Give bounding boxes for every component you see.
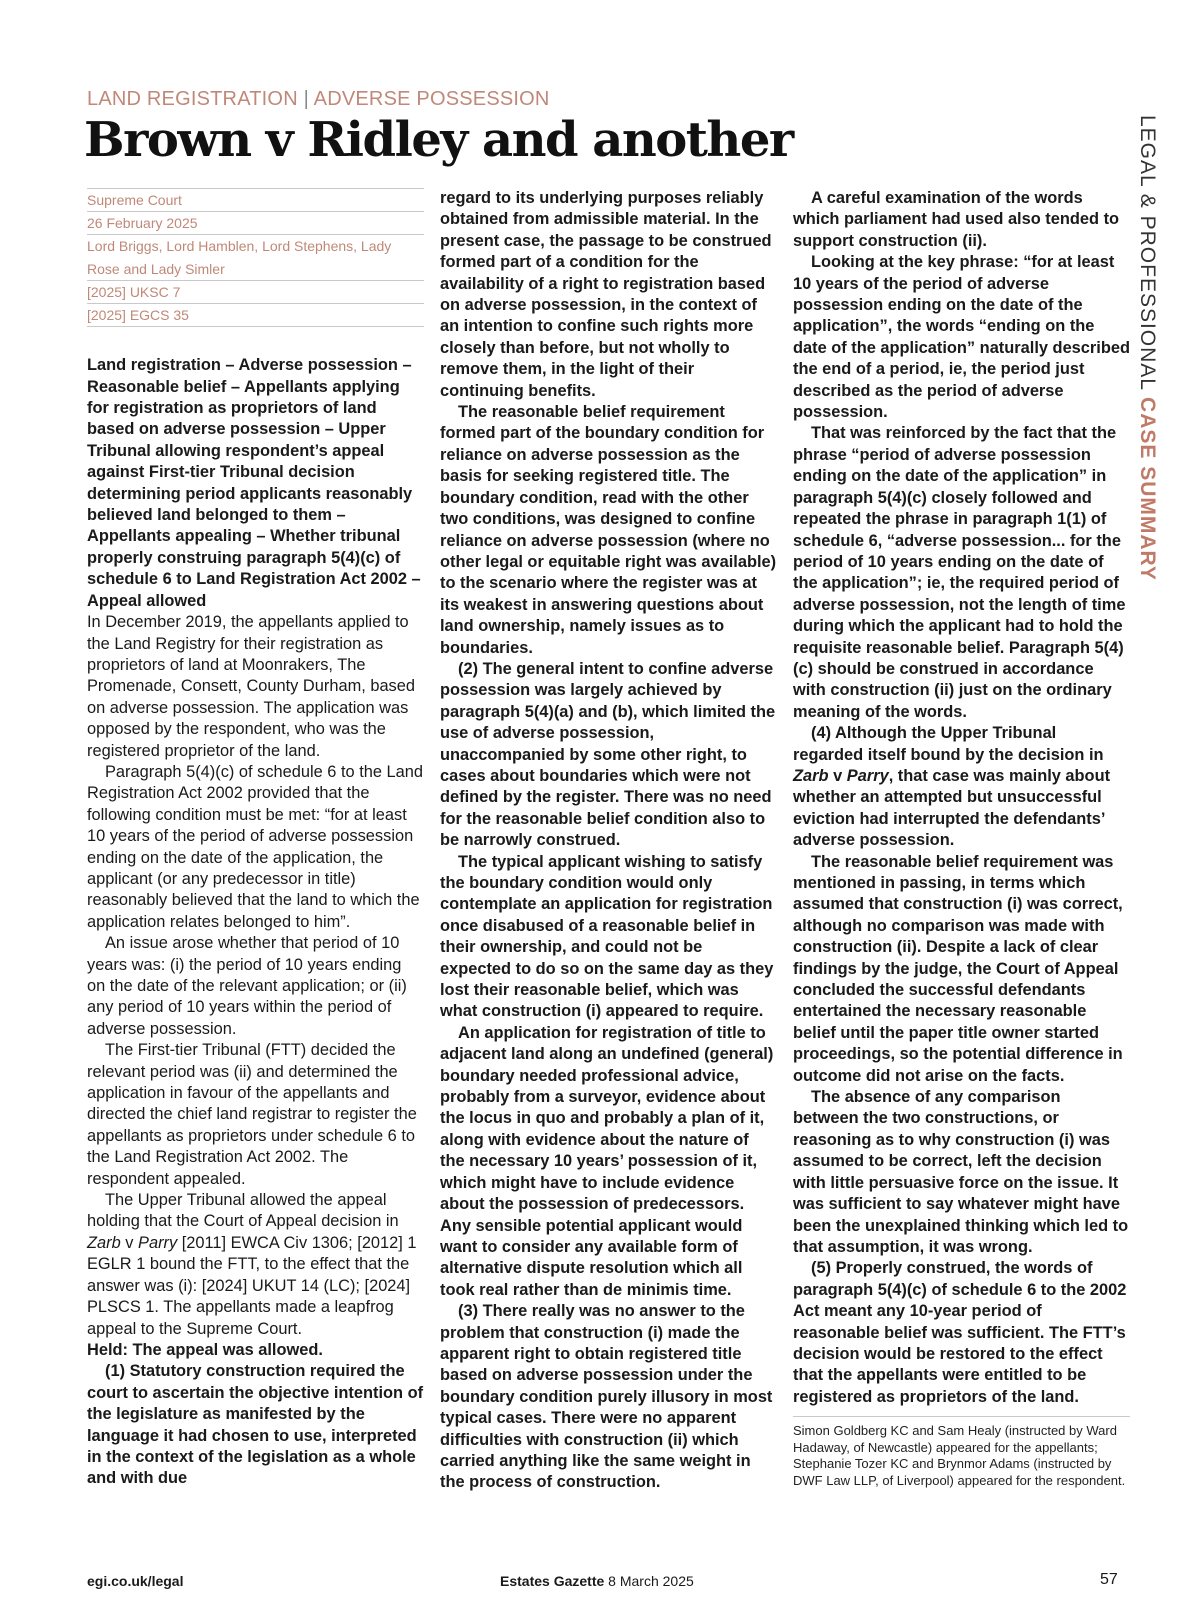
side-label-legal-professional: LEGAL & PROFESSIONAL — [1136, 115, 1159, 398]
footer-date: 8 March 2025 — [604, 1573, 694, 1589]
holding-paragraph: An application for registration of title to adjacent land along an undefined (general) boundary needed professional advice, probably from a surveyor, evidence about the locus in quo and probably a plan of it, along with evidence about the nature of the necessary 10 years’ possession of it, which might have to include evidence about the possession of predecessors. Any sensible potential applicant would want to consider any available form of alternative dispute resolution which all took real rather than de minimis time. — [440, 1023, 774, 1299]
category-separator: | — [303, 88, 310, 110]
holding-paragraph: The reasonable belief requirement was mentioned in passing, in terms which assumed that construction (i) was correct, although no comparison was made with construction (ii). Despite a lack of clear findings by the judge, the Court of Appeal concluded the successful defendants entertained the necessary reasonable belief until the paper title owner started proceedings, so the potential difference in outcome did not arise on the facts. — [793, 852, 1123, 1085]
side-section-label — [1135, 115, 1159, 581]
text-run: (4) Although the Upper Tribunal regarded itself bound by the decision in — [793, 724, 1104, 764]
facts-paragraph: The First-tier Tribunal (FTT) decided the relevant period was (ii) and determined the application in favour of the appellants and directed the chief land registrar to register the appellants as proprietors under schedule 6 to the Land Registration Act 2002. The respondent appealed. — [87, 1041, 417, 1188]
meta-date: 26 February 2025 — [87, 211, 424, 234]
text-run: v — [120, 1233, 139, 1252]
text-run: The Upper Tribunal allowed the appeal holding that the Court of Appeal decision in — [87, 1191, 399, 1231]
holding-paragraph: (3) There really was no answer to the problem that construction (i) made the apparent right to obtain registered title based on adverse possession under the boundary condition purely illusory in most typical cases. There were no apparent difficulties with construction (ii) which carried anything like the same weight in the process of construction. — [440, 1302, 773, 1492]
holding-paragraph — [793, 723, 1130, 851]
text-run: , that case was mainly about whether an attempted but unsuccessful eviction had interrupted the defendants’ adverse possession. — [793, 766, 1111, 850]
case-name: Zarb — [87, 1233, 121, 1252]
holding-paragraph-continued: regard to its underlying purposes reliably obtained from admissible material. In the present case, the passage to be construed formed part of a condition for the availability of a right to registration based on adverse possession, in the context of an intention to confine such rights more closely than before, but not wholly to remove them, in the light of their continuing benefits. — [440, 189, 772, 400]
facts-paragraph: Paragraph 5(4)(c) of schedule 6 to the Land Registration Act 2002 provided that the following condition must be met: “for at least 10 years of the period of adverse possession ending on the date of the application, the applicant (or any predecessor in title) reasonably believed that the land to which the application relates belonged to him”. — [87, 762, 423, 931]
case-name: Parry — [846, 766, 889, 785]
holding-paragraph: A careful examination of the words which parliament had used also tended to support construction (ii). — [793, 189, 1120, 250]
case-name: Parry — [138, 1233, 178, 1252]
holding-paragraph: (2) The general intent to confine adverse possession was largely achieved by paragraph 5(4)(a) and (b), which limited the use of adverse possession, unaccompanied by some other right, to cases about boundaries which were not defined by the register. There was no need for the reasonable belief condition also to be narrowly construed. — [440, 659, 776, 850]
category-adverse-possession: ADVERSE POSSESSION — [313, 88, 550, 110]
footer-publication — [500, 1573, 694, 1589]
column-2 — [440, 188, 777, 1494]
holding-paragraph: (1) Statutory construction required the court to ascertain the objective intention of the legislature as manifested by the language it had chosen to use, interpreted in the context of the legislation as a whole and with due — [87, 1362, 424, 1488]
facts-paragraph: An issue arose whether that period of 10 years was: (i) the period of 10 years ending on the date of the relevant application; or (ii) any period of 10 years within the period of adverse possession. — [87, 934, 407, 1038]
counsel-note: Simon Goldberg KC and Sam Healy (instructed by Ward Hadaway, of Newcastle) appeared for the appellants; Stephanie Tozer KC and Brynmor Adams (instructed by DWF Law LLP, of Liverpool) appeared for the respondent. — [793, 1416, 1130, 1489]
page-number: 57 — [1100, 1571, 1118, 1588]
column-3 — [793, 188, 1130, 1489]
meta-judges: Lord Briggs, Lord Hamblen, Lord Stephens, Lady Rose and Lady Simler — [87, 234, 424, 279]
holding-paragraph: The absence of any comparison between the two constructions, or reasoning as to why construction (i) was assumed to be correct, left the decision with little persuasive force on the issue. It was sufficient to say whatever might have been the unexplained thinking which led to that assumption, it was wrong. — [793, 1088, 1129, 1256]
case-metadata — [87, 188, 424, 327]
catchwords: Land registration – Adverse possession – Reasonable belief – Appellants applying for registration as proprietors of land based on adverse possession – Upper Tribunal allowing respondent’s appeal against First-tier Tribunal decision determining period applicants reasonably believed land belonged to them – Appellants appealing – Whether tribunal properly construing paragraph 5(4)(c) of schedule 6 to Land Registration Act 2002 – Appeal allowed — [87, 356, 421, 610]
holding-paragraph: The typical applicant wishing to satisfy the boundary condition would only contemplate an application for registration once disabused of a reasonable belief in their ownership, and could not be expected to do so on the same day as they lost their reasonable belief, which was what construction (i) appeared to require. — [440, 852, 774, 1021]
text-run: [2011] EWCA Civ 1306; [2012] 1 EGLR 1 bound the FTT, to the effect that the answer was (i): [2024] UKUT 14 (LC); [2024] PLSCS 1. The appellants made a leapfrog appeal to the Supreme Court. — [87, 1233, 417, 1338]
meta-neutral-citation: [2025] UKSC 7 — [87, 280, 424, 303]
holding-paragraph: Looking at the key phrase: “for at least 10 years of the period of adverse possession ending on the date of the application”, the words “ending on the date of the application” naturally described the end of a period, ie, the period just described as the period of adverse possession. — [793, 253, 1130, 422]
column-1 — [87, 188, 424, 1490]
meta-court: Supreme Court — [87, 188, 424, 211]
side-label-case-summary: CASE SUMMARY — [1136, 397, 1159, 581]
category-land-registration: LAND REGISTRATION — [87, 88, 298, 110]
facts-paragraph: In December 2019, the appellants applied to the Land Registry for their registration as proprietors of land at Moonrakers, The Promenade, Consett, County Durham, based on adverse possession. The application was opposed by the respondent, who was the registered proprietor of the land. — [87, 613, 415, 760]
facts-paragraph — [87, 1190, 424, 1340]
footer-website: egi.co.uk/legal — [87, 1573, 184, 1589]
case-title: Brown v Ridley and another — [84, 112, 793, 168]
meta-egcs-citation: [2025] EGCS 35 — [87, 303, 424, 327]
case-name: Zarb — [793, 766, 829, 785]
category-label — [87, 88, 550, 111]
text-run: v — [828, 766, 847, 785]
holding-paragraph: The reasonable belief requirement formed part of the boundary condition for reliance on adverse possession as the basis for seeking registered title. The boundary condition, read with the other two conditions, was designed to confine reliance on adverse possession (where no other legal or equitable right was available) to the scenario where the register was at its weakest in answering questions about land ownership, namely issues as to boundaries. — [440, 403, 777, 657]
holding-paragraph: (5) Properly construed, the words of paragraph 5(4)(c) of schedule 6 to the 2002 Act meant any 10-year period of reasonable belief was sufficient. The FTT’s decision would be restored to the effect that the appellants were entitled to be registered as proprietors of the land. — [793, 1259, 1127, 1406]
holding-paragraph: That was reinforced by the fact that the phrase “period of adverse possession ending on the date of the application” in paragraph 5(4)(c) closely followed and repeated the phrase in paragraph 1(1) of schedule 6, “adverse possession... for the period of 10 years ending on the date of the application”; ie, the required period of adverse possession, not the length of time during which the applicant had to hold the requisite reasonable belief. Paragraph 5(4)(c) should be construed in accordance with construction (ii) just on the ordinary meaning of the words. — [793, 424, 1126, 721]
footer-publication-name: Estates Gazette — [500, 1573, 605, 1589]
held-heading: Held: The appeal was allowed. — [87, 1340, 323, 1359]
